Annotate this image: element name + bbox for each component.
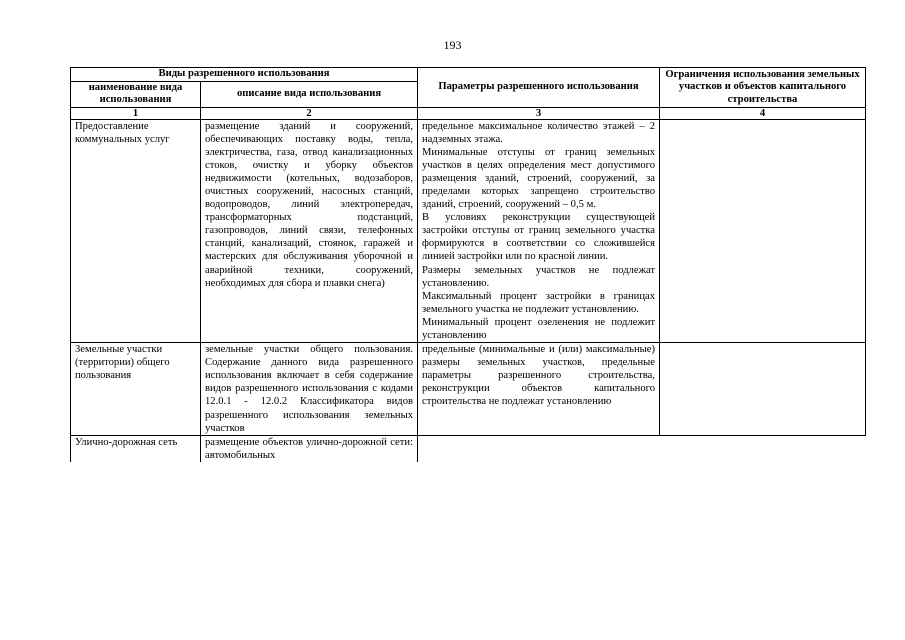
- col-number-1: 1: [71, 107, 201, 119]
- param-line: Минимальные отступы от границ земельных участков в целях определения мест допустимого размещения зданий, строений, сооружений, за пределами которых запрещено строительство зданий, строений, сооружений – 0,5 м.: [422, 146, 655, 211]
- column-number-row: [71, 107, 866, 119]
- use-restrictions: [660, 435, 866, 462]
- use-name: Предоставление коммунальных услуг: [71, 119, 201, 343]
- header-params: Параметры разрешенного использования: [418, 68, 660, 108]
- header-group-permitted-uses: Виды разрешенного использования: [71, 68, 418, 82]
- header-description: описание вида использования: [201, 81, 418, 107]
- use-params: [418, 435, 660, 462]
- use-name: Земельные участки (территории) общего пользования: [71, 343, 201, 436]
- use-params: [418, 119, 660, 343]
- header-restrictions: Ограничения использования земельных участков и объектов капитального строительства: [660, 68, 866, 108]
- table-row: [71, 343, 866, 436]
- table-row: [71, 435, 866, 462]
- param-line: Максимальный процент застройки в границах земельного участка не подлежит установлению.: [422, 290, 655, 315]
- header-name: наименование вида использования: [71, 81, 201, 107]
- use-description: размещение объектов улично-дорожной сети: автомобильных: [201, 435, 418, 462]
- use-params: [418, 343, 660, 436]
- col-number-4: 4: [660, 107, 866, 119]
- land-use-table: [70, 67, 866, 462]
- page-number: 193: [443, 38, 462, 52]
- param-line: предельные (минимальные и (или) максимальные) размеры земельных участков, предельные параметры разрешенного строительства, реконструкции объектов капитального строительства не подлежат установлению: [422, 344, 655, 408]
- param-line: В условиях реконструкции существующей застройки отступы от границ земельного участка формируются в соответствии со сложившейся линией застройки или по красной линии.: [422, 212, 655, 263]
- param-line: предельное максимальное количество этажей – 2 надземных этажа.: [422, 120, 655, 145]
- header-row-1: [71, 68, 866, 82]
- use-description: земельные участки общего пользования. Содержание данного вида разрешенного использования включает в себя содержание видов разрешенного использования с кодами 12.0.1 - 12.0.2 Классификатора видов разрешенного использования земельных участков: [201, 343, 418, 436]
- use-restrictions: [660, 119, 866, 343]
- table-row: [71, 119, 866, 343]
- param-line: Минимальный процент озеленения не подлежит установлению: [422, 316, 655, 341]
- use-name: Улично-дорожная сеть: [71, 435, 201, 462]
- col-number-2: 2: [201, 107, 418, 119]
- col-number-3: 3: [418, 107, 660, 119]
- use-description: размещение зданий и сооружений, обеспечивающих поставку воды, тепла, электричества, газа, отвод канализационных стоков, очистку и уборку объектов недвижимости (котельных, водозаборов, очистных сооружений, насосных станций, водопроводов, линий электропередач, трансформаторных подстанций, газопроводов, линий связи, телефонных станций, канализаций, стоянок, гаражей и мастерских для обслуживания уборочной и аварийной техники, сооружений, необходимых для сбора и плавки снега): [201, 119, 418, 343]
- use-restrictions: [660, 343, 866, 436]
- param-line: Размеры земельных участков не подлежат установлению.: [422, 264, 655, 289]
